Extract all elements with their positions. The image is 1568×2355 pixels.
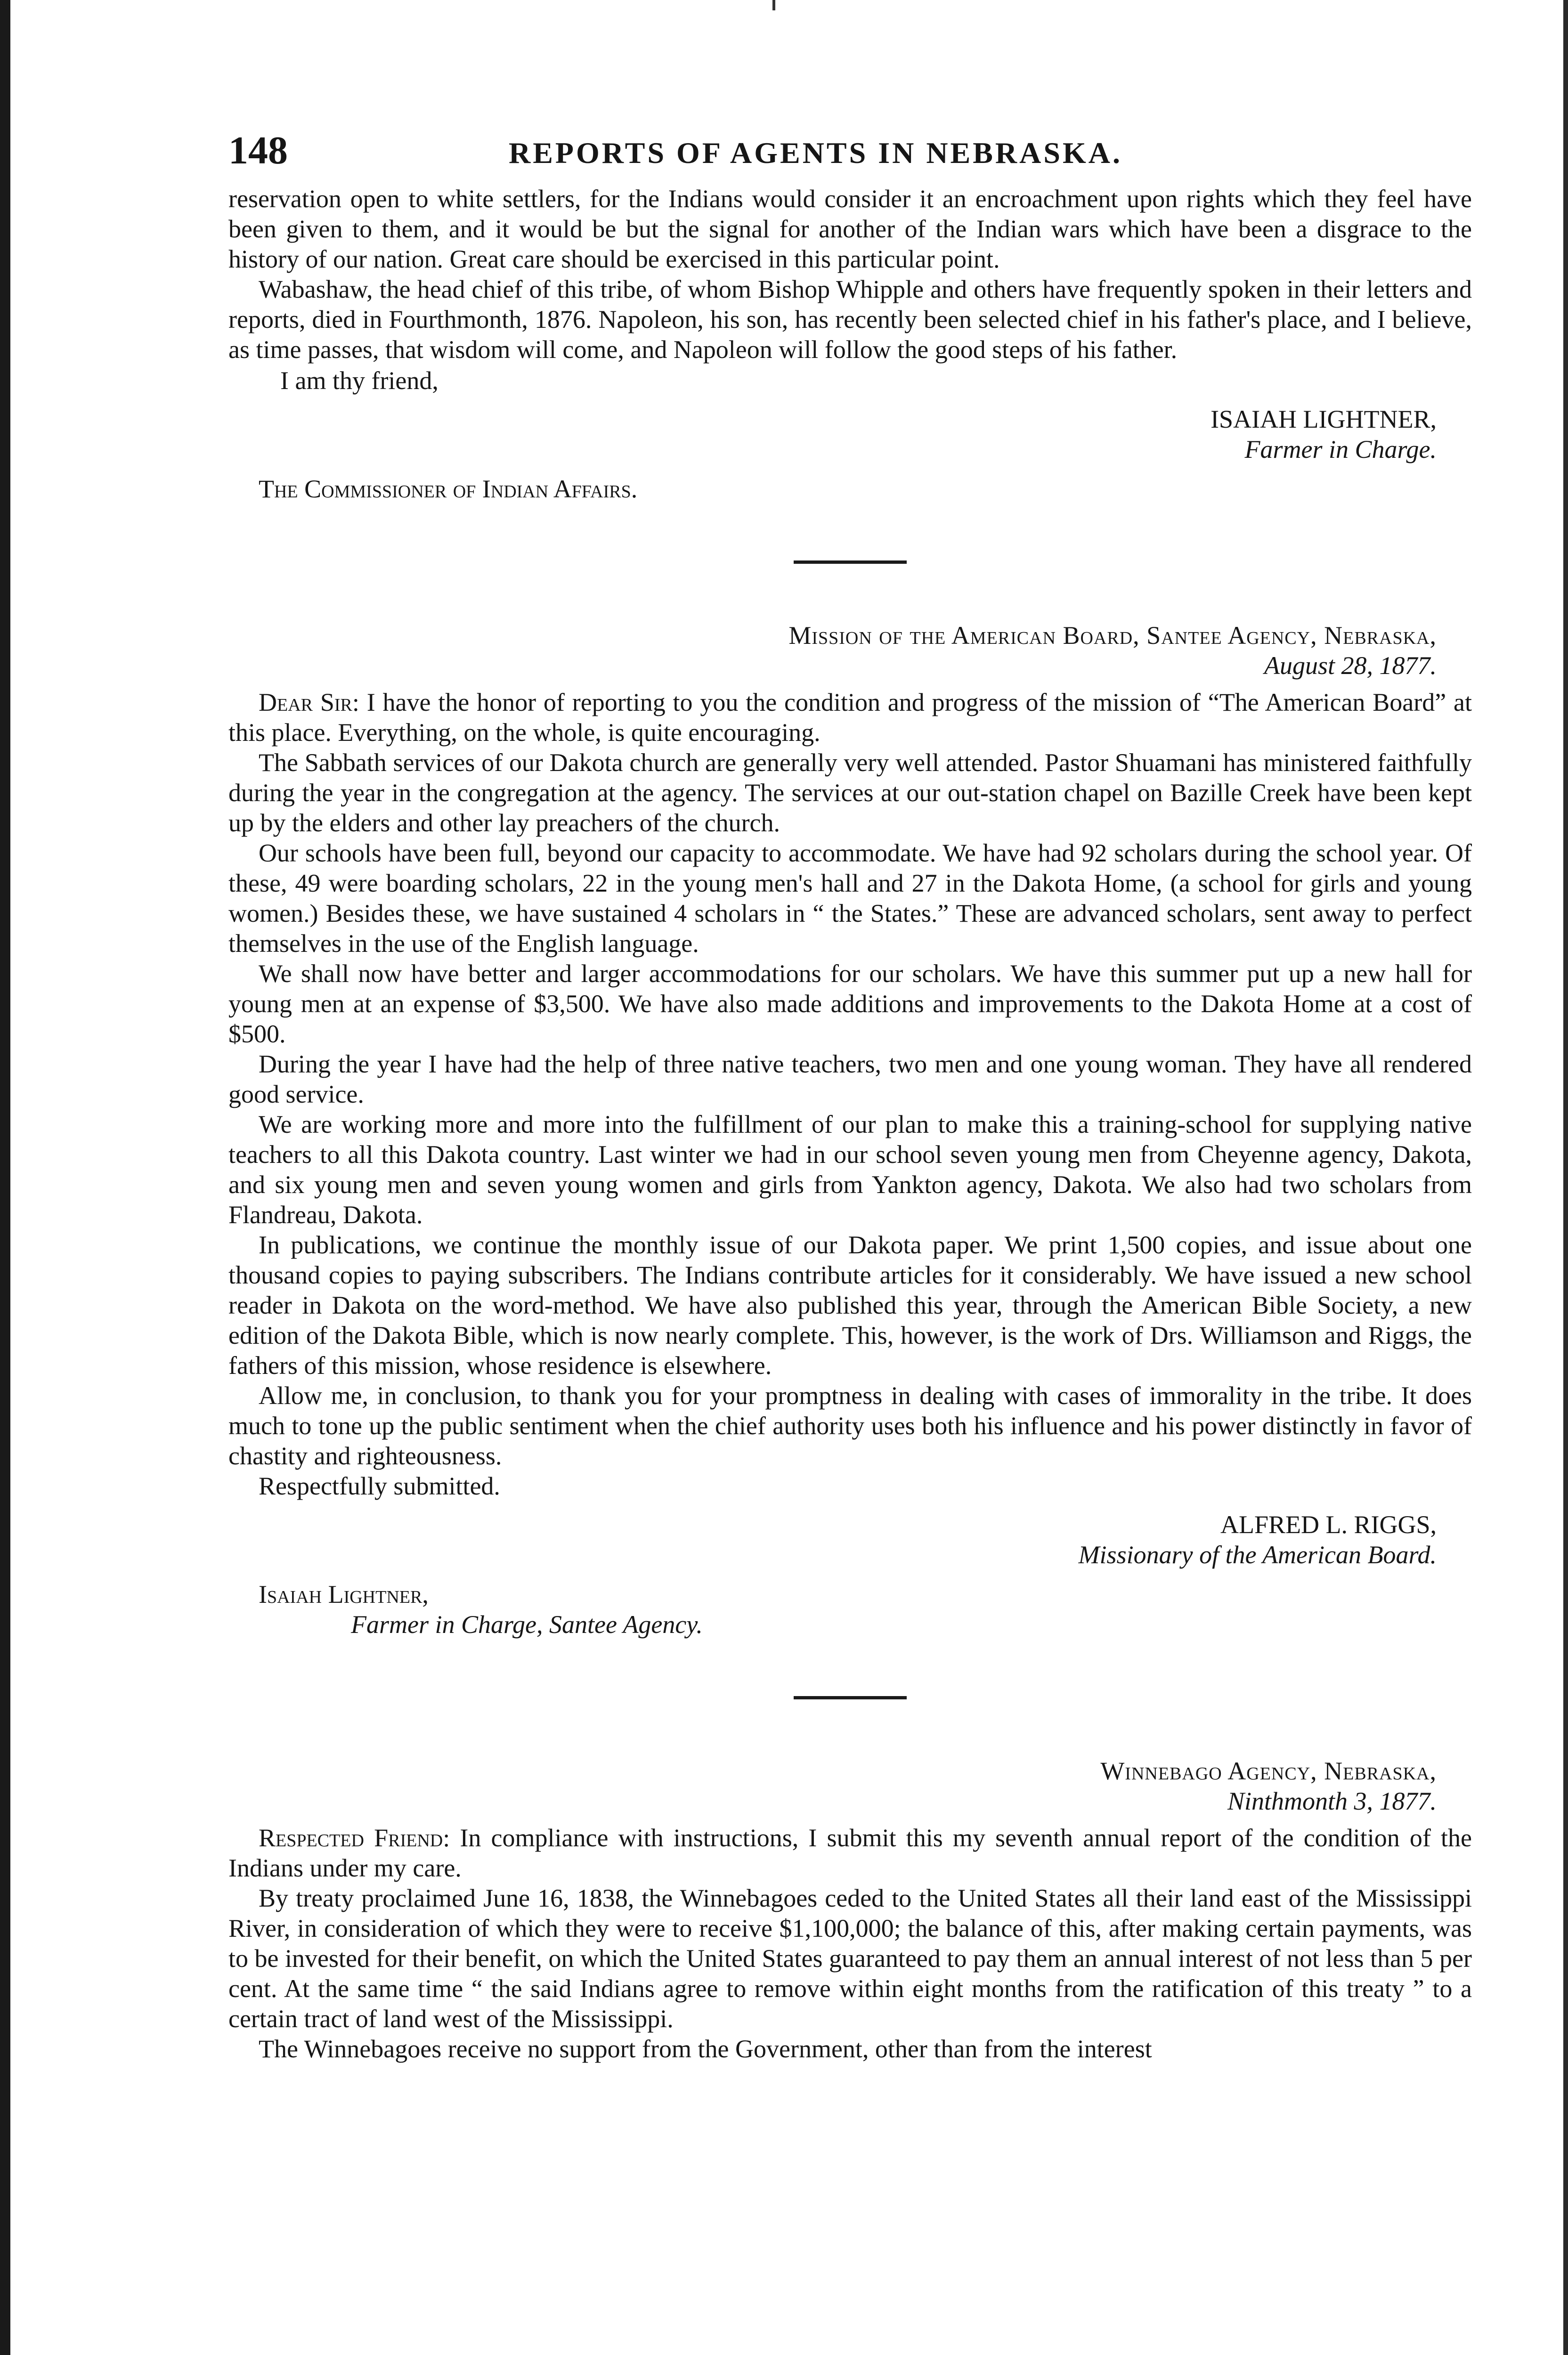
salutation-text: : I have the honor of reporting to you the condition and progress of the mission of “The American Board” at this place. Everything, on the whole, is quite encouraging. xyxy=(228,688,1472,747)
running-head xyxy=(228,127,1472,184)
paragraph: We are working more and more into the fulfillment of our plan to make this a training-school for supplying native teachers to all this Dakota country. Last winter we had in our school seven young men from Cheyenne agency, Dakota, and six young men and seven young women and girls from Yankton agency, Dakota. We also had two scholars from Flandreau, Dakota. xyxy=(228,1110,1472,1229)
letter-date xyxy=(228,650,1472,681)
closing: Respectfully submitted. xyxy=(259,1472,500,1500)
paragraph: In publications, we continue the monthly issue of our Dakota paper. We print 1,500 copies, and issue about one thousand copies to paying subscribers. The Indians contribute articles for it considerably. We have issued a new school reader in Dakota on the word-method. We have also published this year, through the American Bible Society, a new edition of the Dakota Bible, which is now nearly complete. This, however, is the work of Drs. Williamson and Riggs, the fathers of this mission, whose residence is elsewhere. xyxy=(228,1231,1472,1380)
section-lightner-report xyxy=(228,184,1472,504)
paragraph: The Winnebagoes receive no support from the Government, other than from the interest xyxy=(259,2035,1152,2063)
section-divider xyxy=(794,1696,907,1699)
section-winnebago-report xyxy=(228,1756,1472,2064)
section-mission-letter xyxy=(228,620,1472,1640)
page-content xyxy=(228,127,1472,2064)
addressee-name: Isaiah Lightner, xyxy=(259,1580,429,1608)
page-number: 148 xyxy=(228,129,288,172)
salutation-paragraph xyxy=(228,687,1472,747)
salutation: Respected Friend xyxy=(259,1824,443,1852)
letter-date-text: August 28, 1877. xyxy=(1264,651,1437,680)
salutation: Dear Sir xyxy=(259,688,352,716)
closing: I am thy friend, xyxy=(280,366,439,395)
scan-top-mark xyxy=(772,0,775,10)
signature-title: Missionary of the American Board. xyxy=(1078,1541,1437,1569)
letter-date xyxy=(228,1786,1472,1816)
addressee-title: Farmer in Charge, Santee Agency. xyxy=(351,1610,703,1639)
running-title: REPORTS OF AGENTS IN NEBRASKA. xyxy=(509,136,1122,170)
paragraph: We shall now have better and larger accommodations for our scholars. We have this summer put up a new hall for young men at an expense of $3,500. We have also made additions and improvements to the Dakota Home at a cost of $500. xyxy=(228,959,1472,1048)
addressee: The Commissioner of Indian Affairs. xyxy=(259,475,638,503)
scan-left-edge xyxy=(0,0,10,2355)
salutation-paragraph xyxy=(228,1823,1472,1883)
paragraph: reservation open to white settlers, for the Indians would consider it an encroachment upon rights which they feel have been given to them, and it would be but the signal for another of the Indian wars which have been a disgrace to the history of our nation. Great care should be exercised in this particular point. xyxy=(228,185,1472,273)
paragraph: Allow me, in conclusion, to thank you for your promptness in dealing with cases of immorality in the tribe. It does much to tone up the public sentiment when the chief authority uses both his influence and his power distinctly in favor of chastity and righteousness. xyxy=(228,1381,1472,1470)
scan-right-edge xyxy=(1563,0,1568,2355)
signature-name: ISAIAH LIGHTNER, xyxy=(1211,405,1437,433)
paragraph: Wabashaw, the head chief of this tribe, of whom Bishop Whipple and others have frequently spoken in their letters and reports, died in Fourthmonth, 1876. Napoleon, his son, has recently been selected chief in his father's place, and I believe, as time passes, that wisdom will come, and Napoleon will follow the good steps of his father. xyxy=(228,275,1472,364)
letter-heading: Winnebago Agency, Nebraska, xyxy=(1100,1757,1437,1785)
section-divider xyxy=(794,560,907,564)
salutation-text: : In compliance with instructions, I submit this my seventh annual report of the condition of the Indians under my care. xyxy=(228,1824,1472,1882)
paragraph: During the year I have had the help of three native teachers, two men and one young woman. They have all rendered good service. xyxy=(228,1050,1472,1108)
paragraph: Our schools have been full, beyond our capacity to accommodate. We have had 92 scholars during the school year. Of these, 49 were boarding scholars, 22 in the young men's hall and 27 in the Dakota Home, (a school for girls and young women.) Besides these, we have sustained 4 scholars in “ the States.” These are advanced scholars, sent away to perfect themselves in the use of the English language. xyxy=(228,839,1472,958)
paragraph: By treaty proclaimed June 16, 1838, the Winnebagoes ceded to the United States all their land east of the Mississippi River, in consideration of which they were to receive $1,100,000; the balance of this, after making certain payments, was to be invested for their benefit, on which the United States guaranteed to pay them an annual interest of not less than 5 per cent. At the same time “ the said Indians agree to remove within eight months from the ratification of this treaty ” to a certain tract of land west of the Mississippi. xyxy=(228,1884,1472,2033)
letter-date-text: Ninthmonth 3, 1877. xyxy=(1227,1787,1437,1815)
signature-title: Farmer in Charge. xyxy=(1244,435,1437,463)
paragraph: The Sabbath services of our Dakota church are generally very well attended. Pastor Shuamani has ministered faithfully during the year in the congregation at the agency. The services at our out-station chapel on Bazille Creek have been kept up by the elders and other lay preachers of the church. xyxy=(228,748,1472,837)
signature-name: ALFRED L. RIGGS, xyxy=(1220,1510,1437,1539)
letter-heading: Mission of the American Board, Santee Agency, Nebraska, xyxy=(788,621,1437,650)
